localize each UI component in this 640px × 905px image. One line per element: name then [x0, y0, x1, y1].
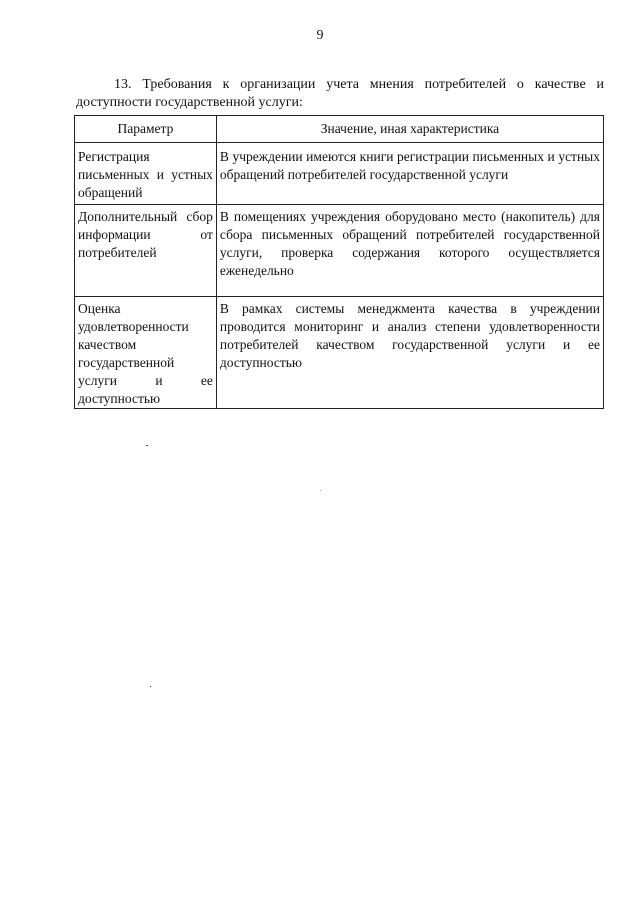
scan-speck — [150, 686, 151, 687]
scan-speck — [146, 445, 148, 446]
page-number: 9 — [316, 28, 324, 43]
section-heading: 13. Требования к организации учета мнения потребителей о качестве и доступности государственной услуги: — [76, 77, 604, 110]
row-parameter: Регистрация письменных и устных обращений — [75, 143, 217, 205]
requirements-table — [74, 115, 604, 409]
row-value: В рамках системы менеджмента качества в учреждении проводится мониторинг и анализ степени удовлетворенности потребителей качеством государственной услуги и ее доступностью — [216, 297, 603, 409]
row-value: В учреждении имеются книги регистрации письменных и устных обращений потребителей государственной услуги — [216, 143, 603, 205]
table-row — [75, 205, 604, 297]
header-value: Значение, иная характеристика — [216, 116, 603, 143]
scan-speck — [320, 490, 321, 491]
table-row — [75, 297, 604, 409]
table-header-row — [75, 116, 604, 143]
header-parameter: Параметр — [75, 116, 217, 143]
row-value: В помещениях учреждения оборудовано место (накопитель) для сбора письменных обращений потребителей государственной услуги, проверка содержания которого осуществляется еженедельно — [216, 205, 603, 297]
row-parameter: Дополнительный сбор информации от потребителей — [75, 205, 217, 297]
row-parameter: Оценка удовлетворенности качеством государственной услуги и ее доступностью — [75, 297, 217, 409]
table-row — [75, 143, 604, 205]
